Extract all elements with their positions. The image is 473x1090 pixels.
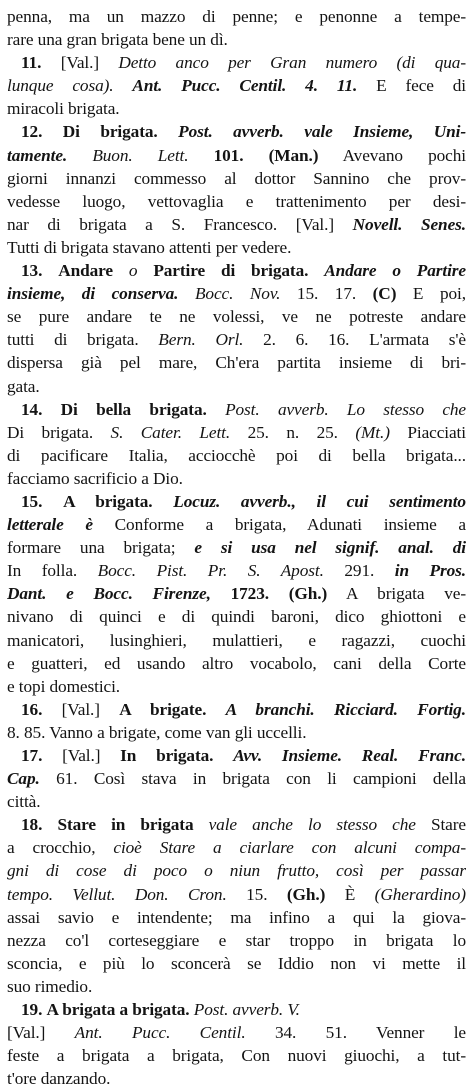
- entry-18-line: tempo. Vellut. Don. Cron. 15. (Gh.) È (Gherardino): [7, 884, 466, 904]
- entry-18-line: nezza co'l corteseggiare e star troppo in brigata lo: [7, 930, 466, 950]
- entry-17-line: 17. [Val.] In brigata. Avv. Insieme. Real. Franc.: [21, 746, 466, 765]
- entry-18-line: suo rimedio.: [7, 976, 93, 996]
- entry-15-line: e guatteri, ed usando altro vocabolo, cani della Corte: [7, 653, 466, 673]
- text-line: penna, ma un mazzo di penne; e penonne a tempe-: [7, 7, 466, 26]
- entry-12-line: tamente. Buon. Lett. 101. (Man.) Avevano pochi: [7, 145, 466, 165]
- entry-15-line: letterale è Conforme a brigata, Adunati insieme a: [7, 515, 466, 535]
- entry-15-line: formare una brigata; e si usa nel signif. anal. di: [7, 538, 466, 558]
- entry-17-line: città.: [7, 792, 41, 812]
- entry-18-line: sconcia, e più lo sconcerà se Iddio non vi mette il: [7, 953, 466, 973]
- entry-14-line: 14. Di bella brigata. Post. avverb. Lo stesso che: [21, 399, 466, 419]
- entry-17-line: Cap. 61. Così stava in brigata con li campioni della: [7, 769, 466, 789]
- entry-13-line: gata.: [7, 376, 40, 396]
- entry-14-line: di pacificare Italia, acciocchè poi di bella brigata...: [7, 445, 466, 465]
- dictionary-page: [7, 5, 466, 1090]
- entry-14-line: Di brigata. S. Cater. Lett. 25. n. 25. (Mt.) Piacciati: [7, 422, 466, 442]
- entry-12-line: Tutti di brigata stavano attenti per vedere.: [7, 237, 292, 257]
- text-line: rare una gran brigata bene un dì.: [7, 30, 228, 50]
- entry-13-line: se pure andare te ne volessi, ve ne potreste andare: [7, 307, 466, 327]
- entry-19-line: [Val.] Ant. Pucc. Centil. 34. 51. Venner le: [7, 1023, 466, 1043]
- entry-15-line: In folla. Bocc. Pist. Pr. S. Apost. 291. in Pros.: [7, 561, 466, 581]
- entry-12-line: giorni innanzi commesso al dottor Sannino che prov-: [7, 168, 466, 188]
- entry-13-line: 13. Andare o Partire di brigata. Andare o Partire: [21, 261, 466, 281]
- entry-12-line: nar di brigata a S. Francesco. [Val.] Novell. Senes.: [7, 214, 466, 234]
- entry-19-line: t'ore danzando.: [7, 1069, 111, 1089]
- entry-16-line: 8. 85. Vanno a brigate, come van gli uccelli.: [7, 722, 307, 742]
- entry-15-line: manicatori, lusinghieri, mulattieri, e ragazzi, cuochi: [7, 630, 466, 650]
- entry-12-line: vedesse luogo, vettovaglia e trattenimento per desi-: [7, 191, 466, 211]
- entry-15-line: nivano di quinci e di quindi baroni, dico ghiottoni e: [7, 607, 466, 627]
- entry-11-line: miracoli brigata.: [7, 99, 120, 119]
- entry-12-line: 12. Di brigata. Post. avverb. vale Insieme, Uni-: [21, 122, 466, 142]
- entry-14-line: facciamo sacrificio a Dio.: [7, 468, 183, 488]
- entry-19-line: feste a brigata a brigata, Con nuovi giuochi, a tut-: [7, 1046, 466, 1066]
- entry-18-line: a crocchio, cioè Stare a ciarlare con alcuni compa-: [7, 838, 466, 858]
- entry-13-line: tutti di brigata. Bern. Orl. 2. 6. 16. L'armata s'è: [7, 330, 466, 350]
- entry-16-line: 16. [Val.] A brigate. A branchi. Ricciard. Fortig.: [21, 699, 466, 719]
- entry-18-line: 18. Stare in brigata vale anche lo stesso che Stare: [21, 815, 466, 835]
- entry-11-line: lunque cosa). Ant. Pucc. Centil. 4. 11. E fece di: [7, 76, 466, 96]
- entry-15-line: Dant. e Bocc. Firenze, 1723. (Gh.) A brigata ve-: [7, 584, 466, 604]
- entry-18-line: gni di cose di poco o niun frutto, così per passar: [7, 861, 466, 881]
- entry-15-line: 15. A brigata. Locuz. avverb., il cui sentimento: [21, 491, 466, 511]
- entry-13-line: insieme, di conserva. Bocc. Nov. 15. 17. (C) E poi,: [7, 284, 466, 304]
- entry-18-line: assai savio e intendente; ma infino a qui la giova-: [7, 907, 466, 927]
- entry-13-line: dispersa già pel mare, Ch'era partita insieme di bri-: [7, 353, 466, 373]
- entry-11-line: 11. [Val.] Detto anco per Gran numero (di qua-: [21, 53, 466, 73]
- entry-15-line: e topi domestici.: [7, 676, 121, 696]
- entry-19-line: 19. A brigata a brigata. Post. avverb. V.: [21, 1000, 300, 1020]
